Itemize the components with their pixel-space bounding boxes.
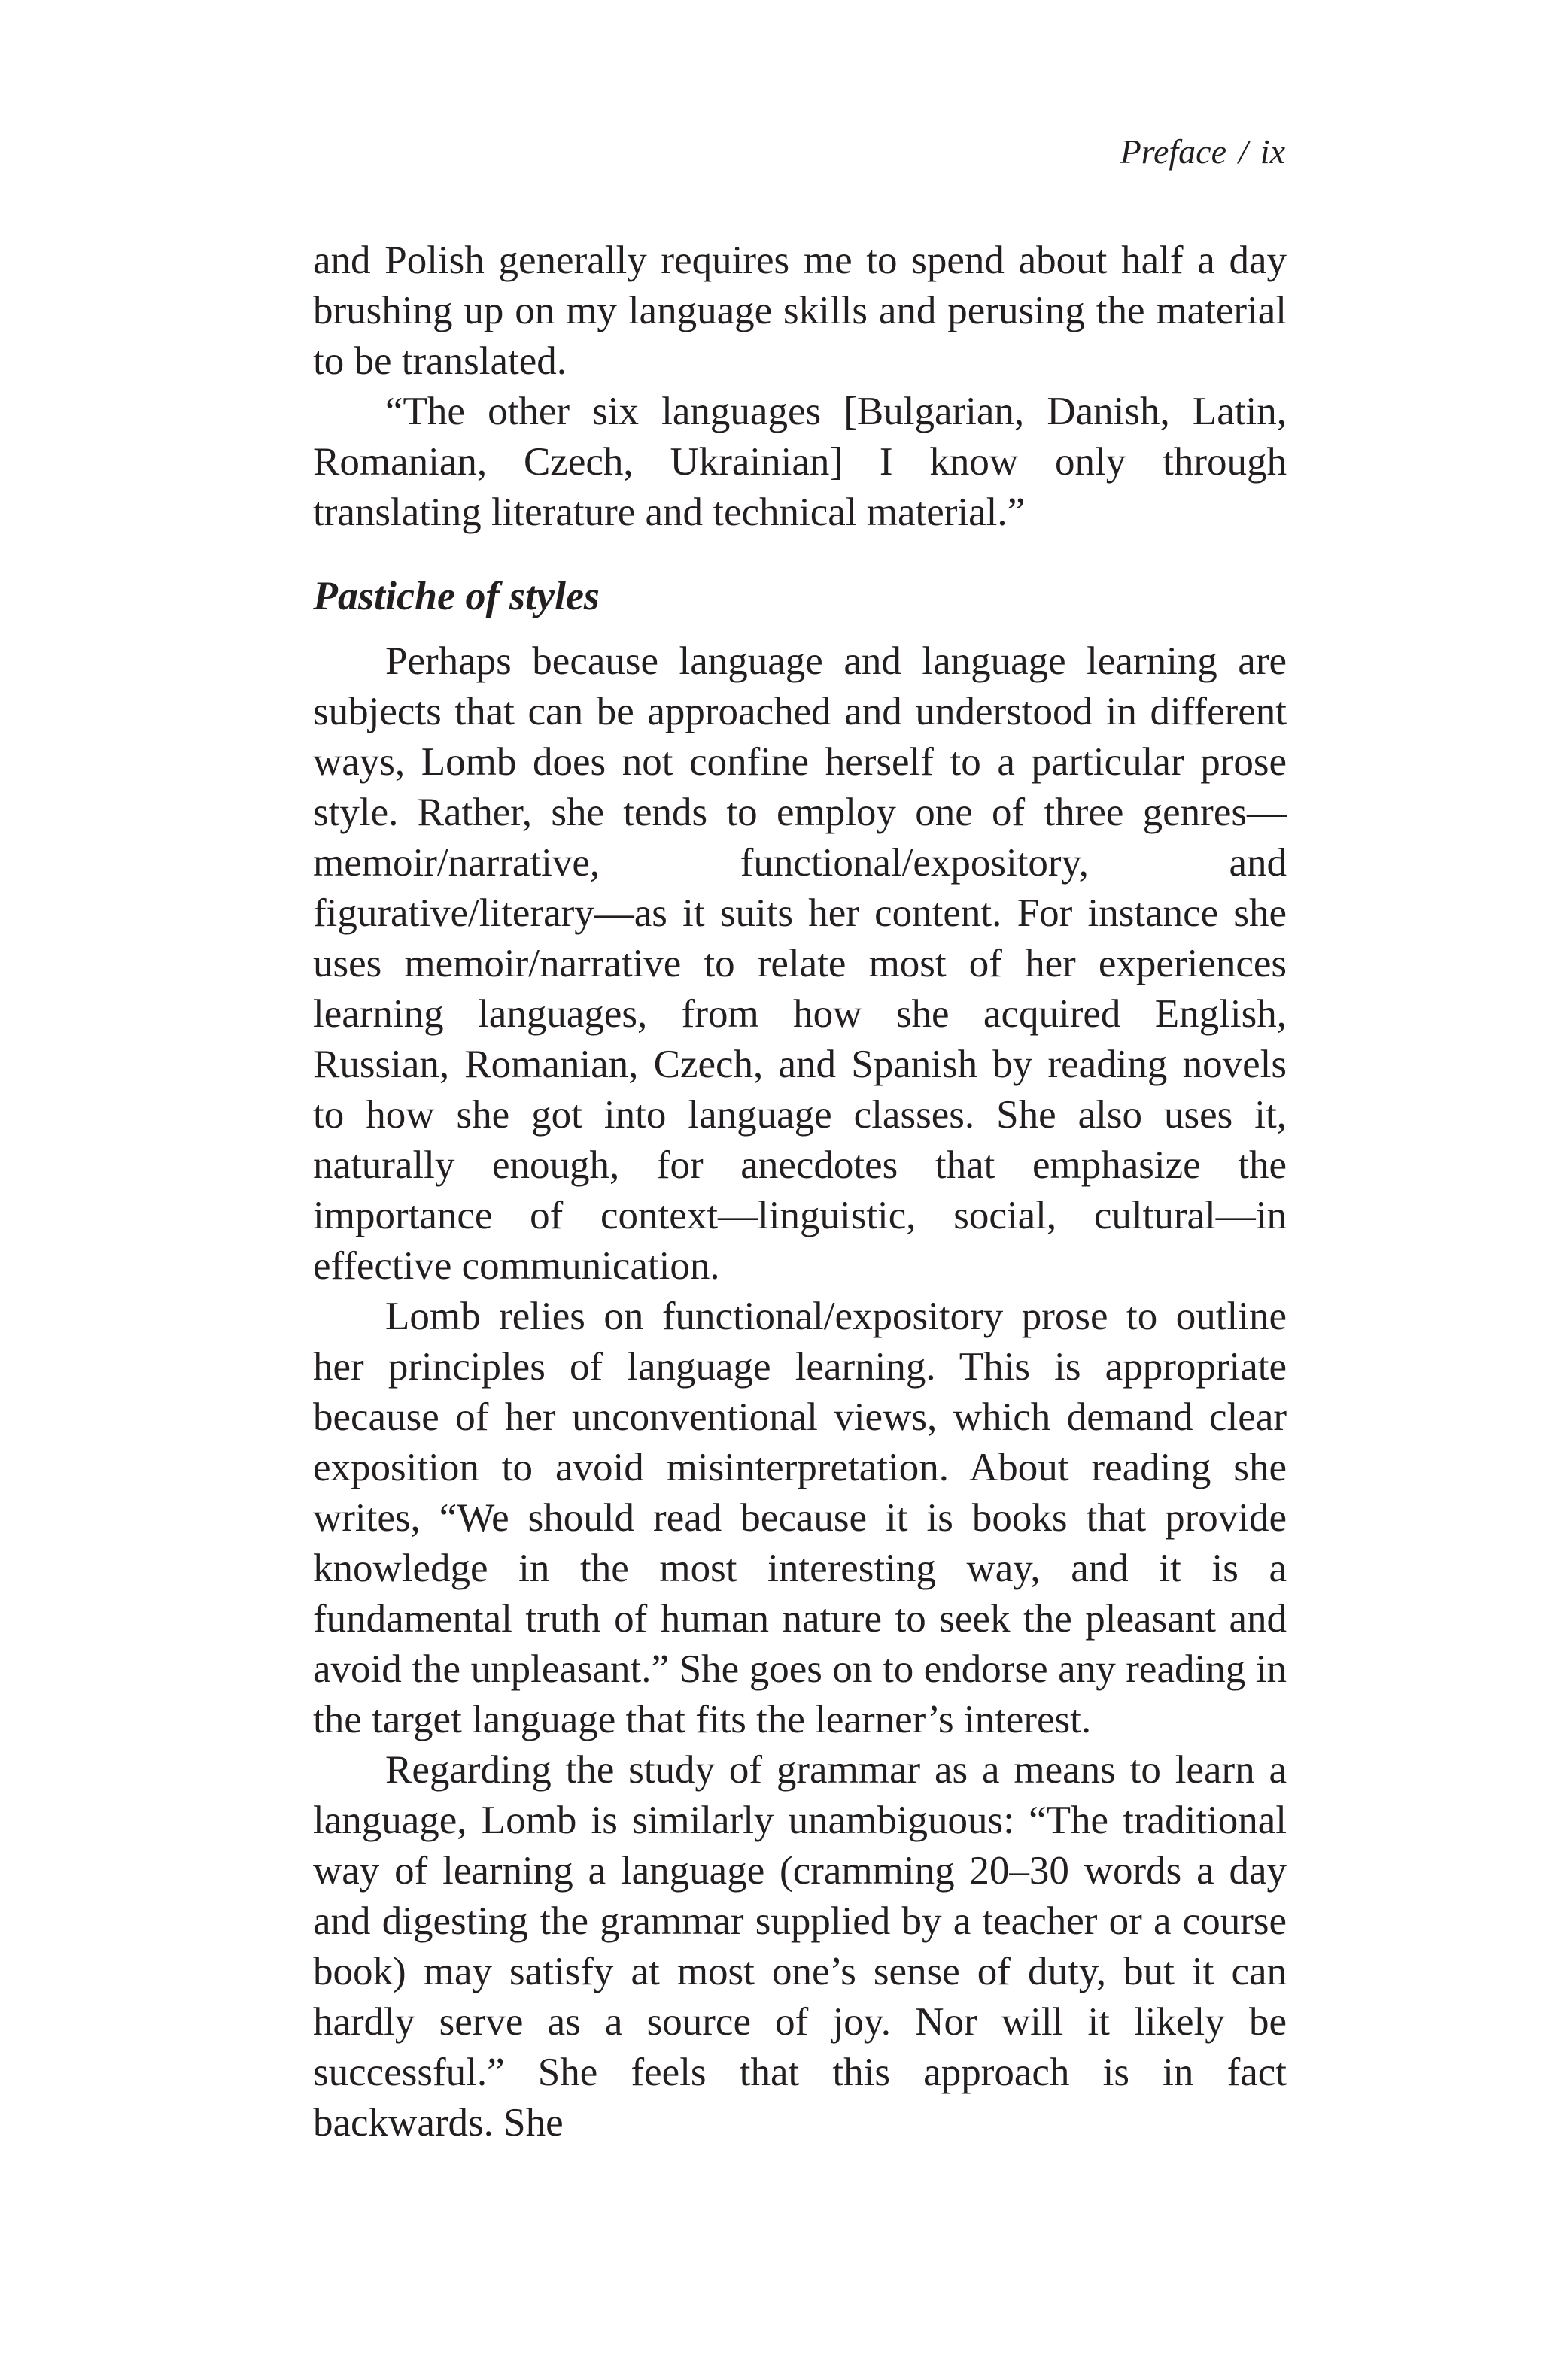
intro-text	[313, 235, 1287, 538]
body-paragraph-functional: Lomb relies on functional/expository prose to outline her principles of language learning. This is appropriate because of her unconventional views, which demand clear exposition to avoid misinterpretation. About reading she writes, “We should read because it is books that provide knowledge in the most interesting way, and it is a fundamental truth of human nature to seek the pleasant and avoid the unpleasant.” She goes on to endorse any reading in the target language that fits the learner’s interest.	[313, 1295, 1287, 1741]
section-heading: Pastiche of styles	[313, 573, 600, 618]
quote-paragraph: “The other six languages [Bulgarian, Danish, Latin, Romanian, Czech, Ukrainian] I know only through translating literature and technical material.”	[313, 390, 1287, 534]
section-body	[313, 636, 1287, 2148]
body-paragraph-grammar: Regarding the study of grammar as a means to learn a language, Lomb is similarly unambiguous: “The traditional way of learning a language (cramming 20–30 words a day and digesting the grammar supplied by a teacher or a course book) may satisfy at most one’s sense of duty, but it can hardly serve as a source of joy. Nor will it likely be successful.” She feels that this approach is in fact backwards. She	[313, 1748, 1287, 2145]
running-title: Preface	[1120, 132, 1227, 171]
page-number: ix	[1260, 132, 1285, 171]
body-paragraph-styles: Perhaps because language and language learning are subjects that can be approached and understood in different ways, Lomb does not confine herself to a particular prose style. Rather, she tends to employ one of three genres—memoir/narrative, functional/expository, and figurative/literary—as it suits her content. For instance she uses memoir/narrative to relate most of her experiences learning languages, from how she acquired English, Russian, Romanian, Czech, and Spanish by reading novels to how she got into language classes. She also uses it, naturally enough, for anecdotes that emphasize the importance of context—linguistic, social, cultural—in effective communication.	[313, 639, 1287, 1288]
running-head	[1120, 129, 1285, 175]
running-head-separator: /	[1239, 132, 1248, 171]
continued-paragraph: and Polish generally requires me to spend about half a day brushing up on my language skills and perusing the material to be translated.	[313, 238, 1287, 383]
